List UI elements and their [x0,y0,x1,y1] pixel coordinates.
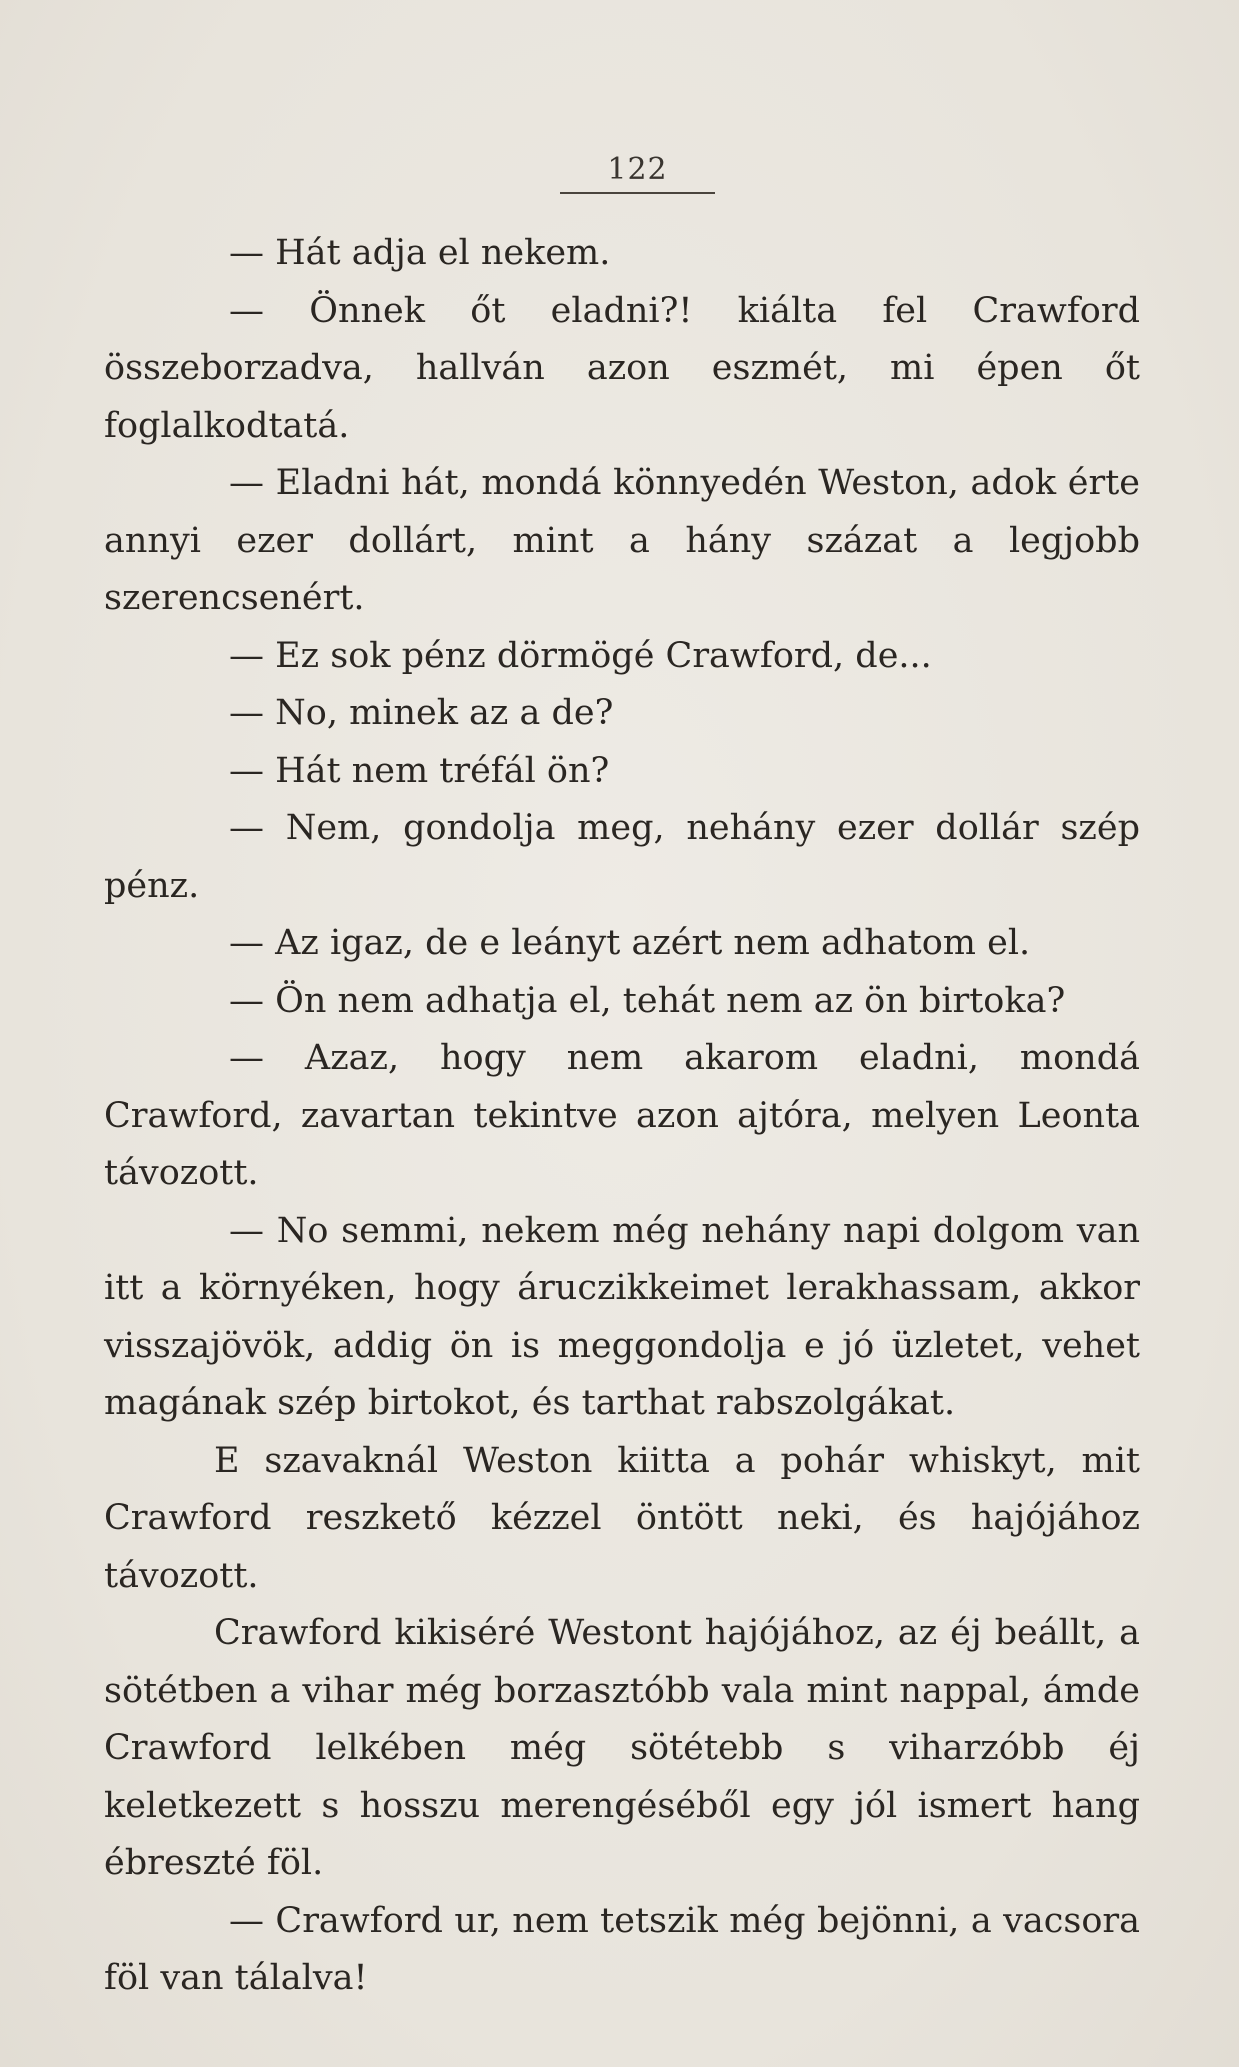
paragraph: — Ez sok pénz dörmögé Crawford, de... [229,635,932,676]
paragraph: — Crawford ur, nem tetszik még bejönni, a vacsora föl van tálalva! [104,1900,1140,1998]
paragraph: — Azaz, hogy nem akarom eladni, mondá Crawford, zavartan tekintve azon ajtóra, melyen Leonta távozott. [104,1038,1140,1193]
paragraph: — Az igaz, de e leányt azért nem adhatom el. [229,923,1031,963]
page-header [560,150,715,194]
paragraph: — Ön nem adhatja el, tehát nem az ön birtoka? [229,980,1066,1021]
paragraph: — Hát nem tréfál ön? [229,750,610,791]
paragraph: — Eladni hát, mondá könnyedén Weston, adok érte annyi ezer dollárt, mint a hány százat a legjobb szerencsenért. [104,463,1140,618]
paragraph: — Önnek őt eladni?! kiálta fel Crawford összeborzadva, hallván azon eszmét, mi épen őt foglalkodtatá. [104,290,1140,446]
paragraph: — No semmi, nekem még nehány napi dolgom van itt a környéken, hogy áruczikkeimet lerakhassam, akkor visszajövök, addig ön is meggondolja e jó üzletet, vehet magának szép birtokot, és tarthat rabszolgákat. [104,1210,1140,1423]
page-number: 122 [607,152,668,187]
paragraph: — Hát adja el nekem. [229,233,611,273]
paragraph: — Nem, gondolja meg, nehány ezer dollár szép pénz. [104,808,1140,906]
header-rule [560,192,715,194]
paragraph: — No, minek az a de? [229,693,614,733]
paragraph: E szavaknál Weston kiitta a pohár whiskyt, mit Crawford reszkető kézzel öntött neki, és hajójához távozott. [104,1440,1140,1596]
paragraph: Crawford kikiséré Westont hajójához, az éj beállt, a sötétben a vihar még borzasztóbb vala mint nappal, ámde Crawford lelkében még sötétebb s viharzóbb éj keletkezett s hosszu merengéséből egy jól ismert hang ébreszté föl. [104,1613,1140,1883]
body-text [104,225,1140,2008]
